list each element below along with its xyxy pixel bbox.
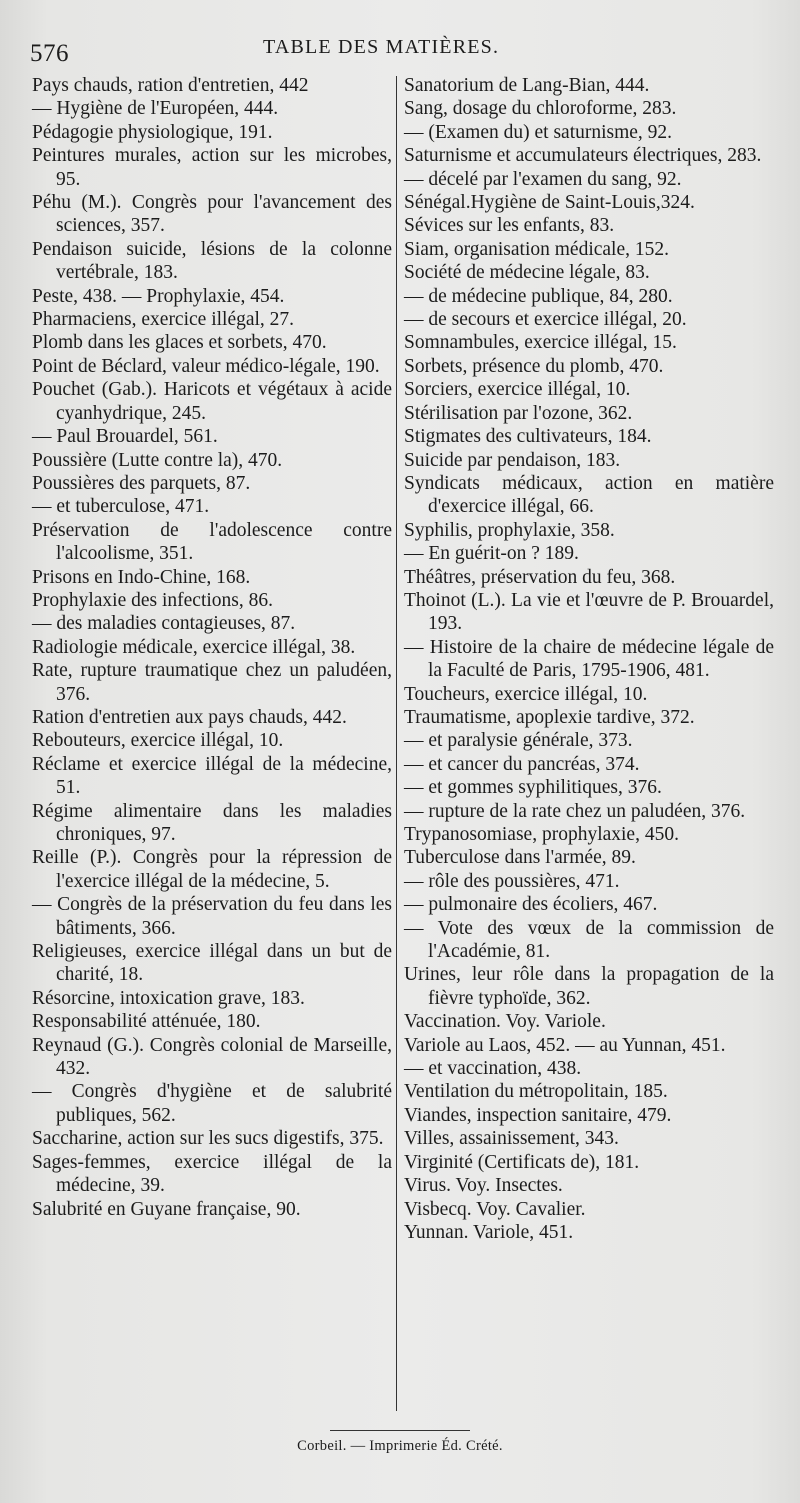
index-entry: Prophylaxie des infections, 86. <box>32 589 273 611</box>
index-entry: Responsabilité atténuée, 180. <box>32 1011 261 1033</box>
index-entry: Salubrité en Guyane française, 90. <box>32 1198 301 1220</box>
index-entry: — Congrès d'hygiène et de salubrité publiques, 562. <box>32 1081 392 1126</box>
index-entry: Rate, rupture traumatique chez un paludéen, 376. <box>32 660 392 705</box>
index-entry: — pulmonaire des écoliers, 467. <box>404 894 658 916</box>
page-number: 576 <box>30 40 69 67</box>
index-entry: — Paul Brouardel, 561. <box>32 426 218 448</box>
index-entry: Thoinot (L.). La vie et l'œuvre de P. Brouardel, 193. <box>404 589 774 635</box>
index-entry: Peintures murales, action sur les microbes, 95. <box>32 145 392 190</box>
index-entry: — et cancer du pancréas, 374. <box>404 753 640 775</box>
index-entry: Saturnisme et accumulateurs électriques, 283. <box>404 145 762 167</box>
index-entry: — Histoire de la chaire de médecine légale de la Faculté de Paris, 1795-1906, 481. <box>404 636 774 682</box>
index-entry: Ventilation du métropolitain, 185. <box>404 1081 668 1103</box>
index-entry: Vaccination. Voy. Variole. <box>404 1011 606 1033</box>
index-entry: Préservation de l'adolescence contre l'alcoolisme, 351. <box>32 519 392 565</box>
index-entry: — rôle des poussières, 471. <box>404 870 620 892</box>
index-entry: — décelé par l'examen du sang, 92. <box>404 168 682 190</box>
index-entry: Plomb dans les glaces et sorbets, 470. <box>32 332 327 354</box>
index-entry: Résorcine, intoxication grave, 183. <box>32 987 305 1009</box>
index-entry: Trypanosomiase, prophylaxie, 450. <box>404 824 679 845</box>
index-entry: — (Examen du) et saturnisme, 92. <box>404 121 673 143</box>
index-entry: Stérilisation par l'ozone, 362. <box>404 402 633 424</box>
index-entry: Syphilis, prophylaxie, 358. <box>404 519 615 541</box>
index-entry: Point de Béclard, valeur médico-légale, 190. <box>32 355 380 377</box>
index-entry: Siam, organisation médicale, 152. <box>404 238 670 260</box>
index-entry: Toucheurs, exercice illégal, 10. <box>404 683 648 705</box>
index-entry: — rupture de la rate chez un paludéen, 376. <box>404 800 746 822</box>
index-entry: Saccharine, action sur les sucs digestifs, 375. <box>32 1128 384 1150</box>
index-column-left <box>32 74 392 1221</box>
index-entry: Sang, dosage du chloroforme, 283. <box>404 98 677 120</box>
index-entry: Sévices sur les enfants, 83. <box>404 215 615 237</box>
index-entry: Sorciers, exercice illégal, 10. <box>404 379 631 401</box>
index-entry: Variole au Laos, 452. — au Yunnan, 451. <box>404 1034 726 1056</box>
index-entry: Société de médecine légale, 83. <box>404 262 650 284</box>
index-entry: — Vote des vœux de la commission de l'Académie, 81. <box>404 917 774 963</box>
index-entry: Virus. Voy. Insectes. <box>404 1175 563 1197</box>
index-entry: Suicide par pendaison, 183. <box>404 449 621 471</box>
index-entry: Régime alimentaire dans les maladies chroniques, 97. <box>32 800 392 845</box>
index-entry: Sages-femmes, exercice illégal de la médecine, 39. <box>32 1151 392 1197</box>
index-entry: Réclame et exercice illégal de la médecine, 51. <box>32 753 392 799</box>
index-entry: Pharmaciens, exercice illégal, 27. <box>32 309 295 331</box>
index-entry: Viandes, inspection sanitaire, 479. <box>404 1104 672 1126</box>
index-entry: Peste, 438. — Prophylaxie, 454. <box>32 285 285 307</box>
index-entry: — des maladies contagieuses, 87. <box>32 613 296 635</box>
index-entry: Yunnan. Variole, 451. <box>404 1221 574 1243</box>
index-entry: — de secours et exercice illégal, 20. <box>404 309 687 331</box>
index-entry: Ration d'entretien aux pays chauds, 442. <box>32 706 347 728</box>
index-entry: Rebouteurs, exercice illégal, 10. <box>32 730 284 752</box>
index-entry: Reille (P.). Congrès pour la répression de l'exercice illégal de la médecine, 5. <box>32 847 392 892</box>
index-entry: Virginité (Certificats de), 181. <box>404 1151 640 1173</box>
index-entry: Tuberculose dans l'armée, 89. <box>404 847 636 869</box>
index-entry: — et paralysie générale, 373. <box>404 730 633 752</box>
index-entry: Villes, assainissement, 343. <box>404 1128 619 1150</box>
column-divider <box>396 76 397 1411</box>
index-entry: — Congrès de la préservation du feu dans les bâtiments, 366. <box>32 894 392 939</box>
index-entry: — Hygiène de l'Européen, 444. <box>32 98 279 120</box>
index-entry: Pendaison suicide, lésions de la colonne vertébrale, 183. <box>32 238 392 284</box>
index-entry: Urines, leur rôle dans la propagation de la fièvre typhoïde, 362. <box>404 964 774 1009</box>
index-entry: Radiologie médicale, exercice illégal, 38. <box>32 636 356 658</box>
index-entry: Poussière (Lutte contre la), 470. <box>32 449 283 471</box>
index-entry: Théâtres, préservation du feu, 368. <box>404 566 676 588</box>
index-entry: — et gommes syphilitiques, 376. <box>404 777 662 799</box>
index-entry: Pédagogie physiologique, 191. <box>32 121 273 143</box>
index-entry: — et vaccination, 438. <box>404 1058 582 1080</box>
index-entry: Syndicats médicaux, action en matière d'exercice illégal, 66. <box>404 472 774 518</box>
index-entry: Visbecq. Voy. Cavalier. <box>404 1198 586 1220</box>
index-entry: Péhu (M.). Congrès pour l'avancement des sciences, 357. <box>32 192 392 237</box>
printer-imprint: Corbeil. — Imprimerie Éd. Crété. <box>297 1438 503 1454</box>
index-entry: Pays chauds, ration d'entretien, 442 <box>32 75 309 96</box>
running-title: TABLE DES MATIÈRES. <box>263 36 500 58</box>
index-entry: Stigmates des cultivateurs, 184. <box>404 426 652 448</box>
index-entry: — et tuberculose, 471. <box>32 496 210 518</box>
index-entry: Pouchet (Gab.). Haricots et végétaux à acide cyanhydrique, 245. <box>32 379 392 424</box>
index-column-right <box>404 74 774 1244</box>
index-entry: Reynaud (G.). Congrès colonial de Marseille, 432. <box>32 1034 392 1080</box>
index-entry: Sorbets, présence du plomb, 470. <box>404 355 664 377</box>
index-entry: Sénégal.Hygiène de Saint-Louis,324. <box>404 192 695 214</box>
index-entry: Religieuses, exercice illégal dans un but de charité, 18. <box>32 941 392 986</box>
index-entry: Poussières des parquets, 87. <box>32 472 251 494</box>
index-entry: Prisons en Indo-Chine, 168. <box>32 566 251 588</box>
index-entry: Somnambules, exercice illégal, 15. <box>404 332 677 354</box>
footer-rule <box>330 1430 470 1431</box>
index-entry: — En guérit-on ? 189. <box>404 543 579 565</box>
index-entry: Traumatisme, apoplexie tardive, 372. <box>404 706 695 728</box>
index-entry: — de médecine publique, 84, 280. <box>404 285 673 307</box>
index-entry: Sanatorium de Lang-Bian, 444. <box>404 75 650 96</box>
